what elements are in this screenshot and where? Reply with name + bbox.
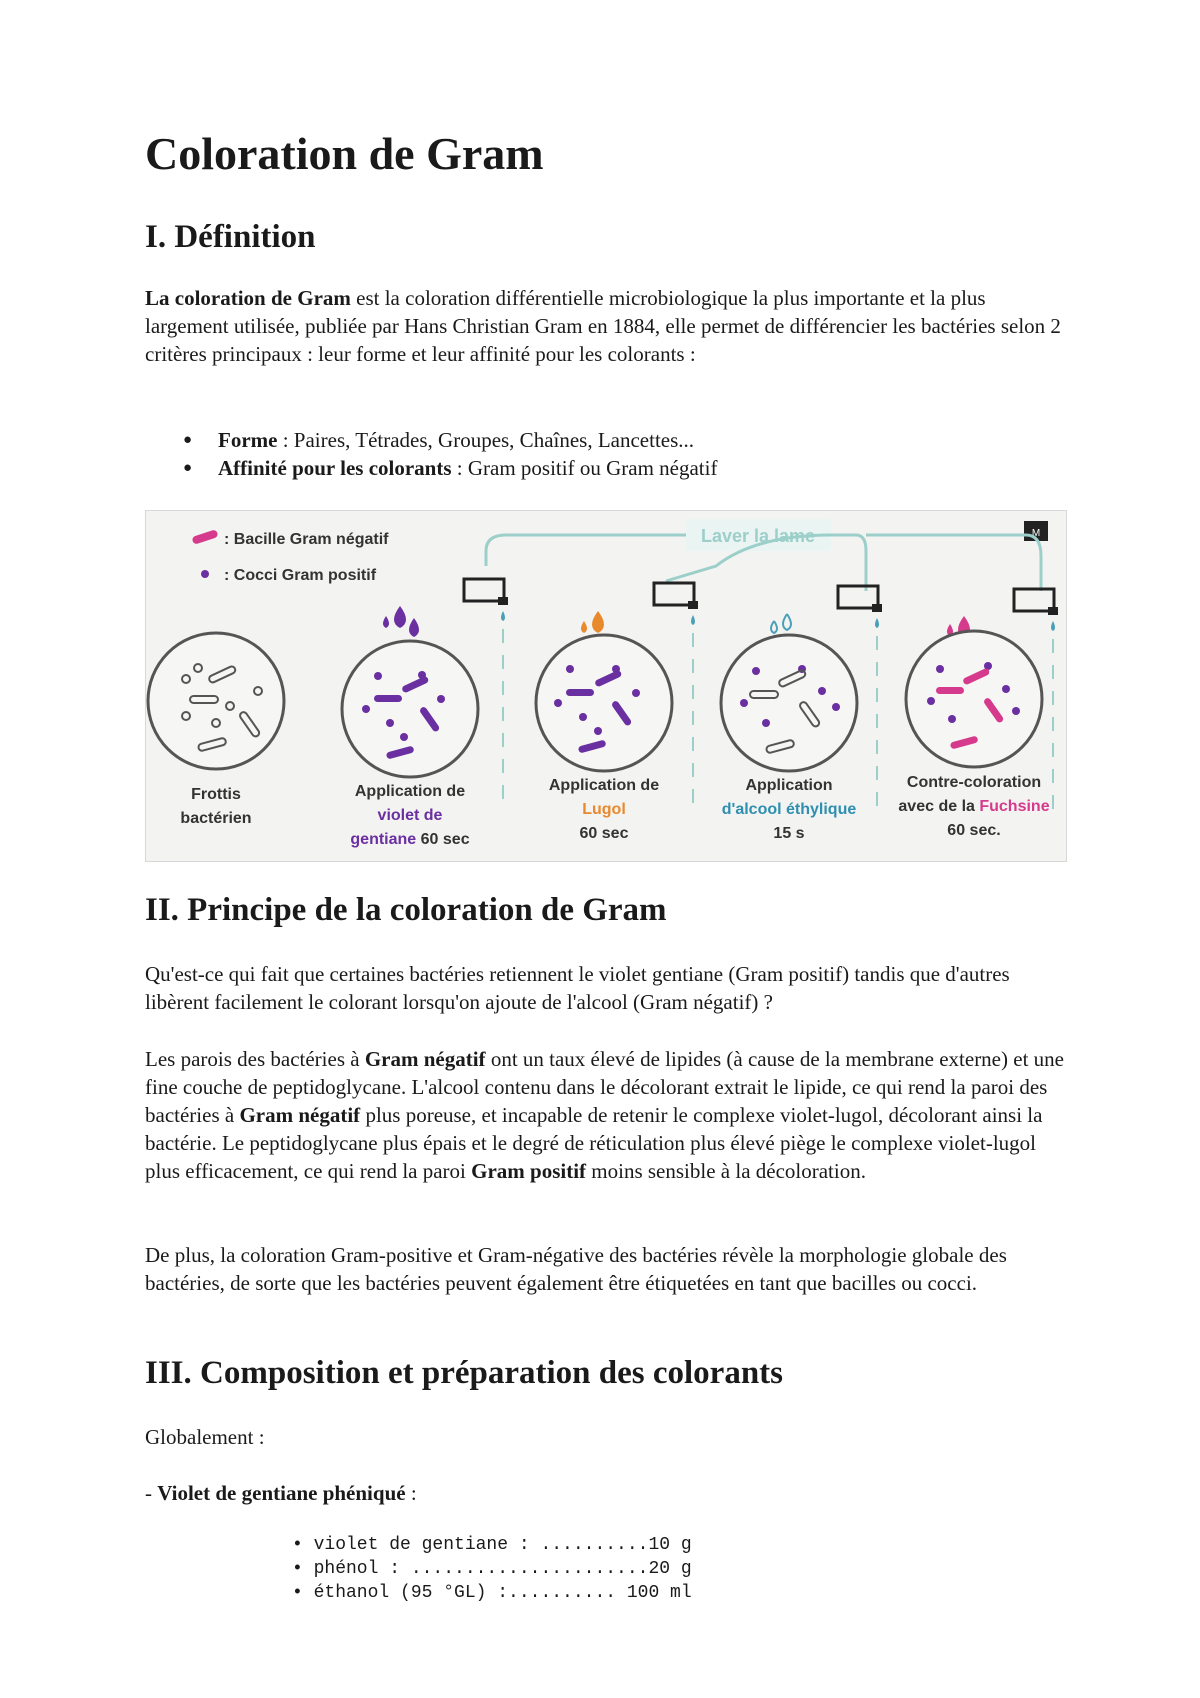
caption-violet-3: gentiane 60 sec [350, 831, 470, 848]
caption-lugol-3: 60 sec [579, 825, 629, 842]
bold-term: Violet de gentiane phéniqué [157, 1481, 406, 1505]
principe-paragraph-1: Qu'est-ce qui fait que certaines bactéries retiennent le violet gentiane (Gram positif) tandis que d'autres libèrent facilement le colorant lorsqu'on ajoute de l'alcool (Gram négatif) ? [145, 962, 1010, 1014]
text-span: - [145, 1481, 158, 1505]
caption-lugol-1: Application de [548, 777, 660, 794]
slide-lugol [536, 635, 672, 771]
caption-frottis-1: Frottis [191, 786, 241, 803]
violet-label [145, 1479, 1065, 1507]
section-heading-composition: III. Composition et préparation des colorants [145, 1355, 784, 1391]
text-span: : [405, 1481, 417, 1505]
recipe-list [292, 1533, 692, 1605]
badge-text: M [1031, 528, 1041, 539]
slide-violet [342, 641, 478, 777]
gram-staining-illustration [146, 511, 1066, 861]
caption-fuchsine-2: avec de la Fuchsine [898, 798, 1050, 815]
list-item-text: : Gram positif ou Gram négatif [451, 456, 718, 480]
bold-term: Gram positif [471, 1159, 587, 1183]
section-heading-definition: I. Définition [145, 219, 316, 255]
text-span: Les parois des bactéries à [145, 1047, 365, 1071]
section-heading-principe: II. Principe de la coloration de Gram [145, 892, 667, 928]
page-title: Coloration de Gram [145, 128, 544, 179]
caption-alcohol-2: d'alcool éthylique [721, 801, 857, 818]
principe-paragraph-2 [145, 1045, 1065, 1185]
recipe-line: • violet de gentiane : ..........10 g [292, 1535, 692, 1555]
list-item [145, 426, 717, 454]
legend-cocci-text: : Cocci Gram positif [224, 567, 377, 584]
text-span: plus poreuse, et incapable de retenir le complexe violet-lugol, décolorant ainsi la bactérie. Le peptidoglycane plus épais et le degré de réticulation plus élevé piège le complexe violet-lugol plus efficacement, ce qui rend la paroi [145, 1103, 1043, 1183]
caption-fuchsine-1: Contre-coloration [906, 774, 1042, 791]
legend-bacille-text: : Bacille Gram négatif [224, 531, 389, 548]
text-span: moins sensible à la décoloration. [586, 1159, 866, 1183]
criteria-list [145, 426, 717, 482]
recipe-line: • phénol : ......................20 g [292, 1559, 692, 1579]
caption-alcohol-1: Application [745, 777, 833, 794]
definition-text: est la coloration différentielle microbiologique la plus importante et la plus largement utilisée, publiée par Hans Christian Gram en 1884, elle permet de différencier les bactéries selon 2 critères principaux : leur forme et leur affinité pour les colorants : [145, 286, 1061, 366]
bold-term: Gram négatif [364, 1047, 486, 1071]
definition-paragraph [145, 284, 1065, 368]
list-item [145, 454, 717, 482]
definition-bold-term: La coloration de Gram [145, 286, 351, 310]
list-item-term: Forme [218, 428, 278, 452]
slide-frottis [148, 633, 284, 769]
list-item-term: Affinité pour les colorants [218, 456, 452, 480]
caption-violet-1: Application de [354, 783, 466, 800]
globalement-text: Globalement : [145, 1425, 265, 1449]
list-item-text: : Paires, Tétrades, Groupes, Chaînes, Lancettes... [277, 428, 695, 452]
wash-label-text: Laver la lame [700, 526, 816, 546]
caption-violet-2: violet de [377, 807, 443, 824]
caption-fuchsine-3: 60 sec. [947, 822, 1001, 839]
cocci-legend-icon [201, 570, 209, 578]
caption-alcohol-3: 15 s [773, 825, 805, 842]
text-span: ont un taux élevé de lipides (à cause de la membrane externe) et une fine couche de peptidoglycane. L'alcool contenu dans le décolorant extrait le lipide, ce qui rend la paroi des bactéries à [145, 1047, 1064, 1127]
principe-paragraph-3: De plus, la coloration Gram-positive et Gram-négative des bactéries révèle la morphologie globale des bactéries, de sorte que les bactéries peuvent également être étiquetées en tant que bacilles ou cocci. [145, 1243, 1007, 1295]
recipe-line: • éthanol (95 °GL) :.......... 100 ml [292, 1583, 692, 1603]
caption-frottis-2: bactérien [180, 810, 252, 827]
slide-alcohol [721, 635, 857, 771]
slide-fuchsine [906, 631, 1042, 767]
gram-staining-figure [145, 510, 1067, 862]
bold-term: Gram négatif [239, 1103, 361, 1127]
caption-lugol-2: Lugol [582, 801, 626, 818]
